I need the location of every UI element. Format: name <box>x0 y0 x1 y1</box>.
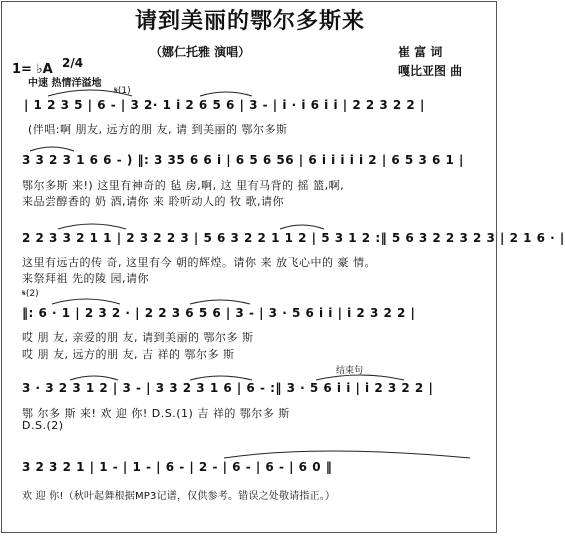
time-signature: 2/4 <box>62 56 84 70</box>
lyrics-line-6: 欢 迎 你!（秋叶起舞根据MP3记谱，仅供参考。错误之处敬请指正。） <box>22 491 336 502</box>
performer-credit: （娜仁托雅 演唱） <box>150 45 251 59</box>
lyrics-line-4b: 哎 朋 友, 远方的朋 友, 吉 祥的 鄂尔多 斯 <box>22 348 235 361</box>
composer-credit: 嘎比亚图 曲 <box>398 64 463 78</box>
song-title: 请到美丽的鄂尔多斯来 <box>134 9 365 34</box>
coda-label: 结束句 <box>336 366 364 376</box>
segno-mark-1: 𝄋(1) <box>114 86 131 96</box>
notation-line-3: 2 2 3 3 2 1 1 | 2 3 2 2 3 | 5 6 3 2 2 1 1 2 | 5 3 1 2 :‖ 5 6 3 2 2 3 2 3 | 2 1 6 · | <box>22 231 565 245</box>
lyrics-line-2a: 鄂尔多斯 来!) 这里有神奇的 毡 房,啊, 这 里有马背的 摇 篮,啊, <box>22 179 345 192</box>
notation-line-2: 3 3 2 3 1 6 6 - ) ‖: 3 35 6 6 i | 6 5 6 56 | 6 i i i i i 2 | 6 5 3 6 1 | <box>22 153 464 167</box>
segno-mark-2: 𝄋(2) <box>22 289 39 299</box>
lyrics-line-4a: 哎 朋 友, 亲爱的朋 友, 请到美丽的 鄂尔多 斯 <box>22 331 254 344</box>
lyrics-line-3a: 这里有远古的传 奇, 这里有今 朝的辉煌。请你 来 放飞心中的 豪 情。 <box>22 256 376 269</box>
lyrics-line-5a: 鄂 尔多 斯 来! 欢 迎 你! D.S.(1) 吉 祥的 鄂尔多 斯 <box>22 407 290 420</box>
notation-line-6: 3 2 3 2 1 | 1 - | 1 - | 6 - | 2 - | 6 - | 6 - | 6 0 ‖ <box>22 460 333 474</box>
lyrics-line-3b: 来祭拜祖 先的陵 园,请你 <box>22 272 149 285</box>
notation-line-1: | 1 2 3 5 | 6 - | 3 2· 1 i 2 6 5 6 | 3 - | i · i 6 i i | 2 2 3 2 2 | <box>24 98 425 112</box>
lyrics-line-5b: D.S.(2) <box>22 419 64 432</box>
notation-line-5: 3 · 3 2 3 1 2 | 3 - | 3 3 2 3 1 6 | 6 - :‖ 3 · 5 6 i i | i 2 3 2 2 | <box>22 381 434 395</box>
notation-line-4: ‖: 6 · 1 | 2 3 2 · | 2 2 3 6 5 6 | 3 - | 3 · 5 6 i i | i 2 3 2 2 | <box>22 306 416 320</box>
lyrics-line-2b: 来品尝醇香的 奶 酒,请你 来 聆听动人的 牧 歌,请你 <box>22 195 284 208</box>
lyricist-credit: 崔 富 词 <box>398 45 443 59</box>
lyrics-line-1: (伴唱:啊 朋友, 远方的朋 友, 请 到美丽的 鄂尔多斯 <box>28 123 288 136</box>
key-signature: 1= ♭A <box>12 62 53 77</box>
tempo-marking: 中速 热情洋溢地 <box>28 78 102 89</box>
